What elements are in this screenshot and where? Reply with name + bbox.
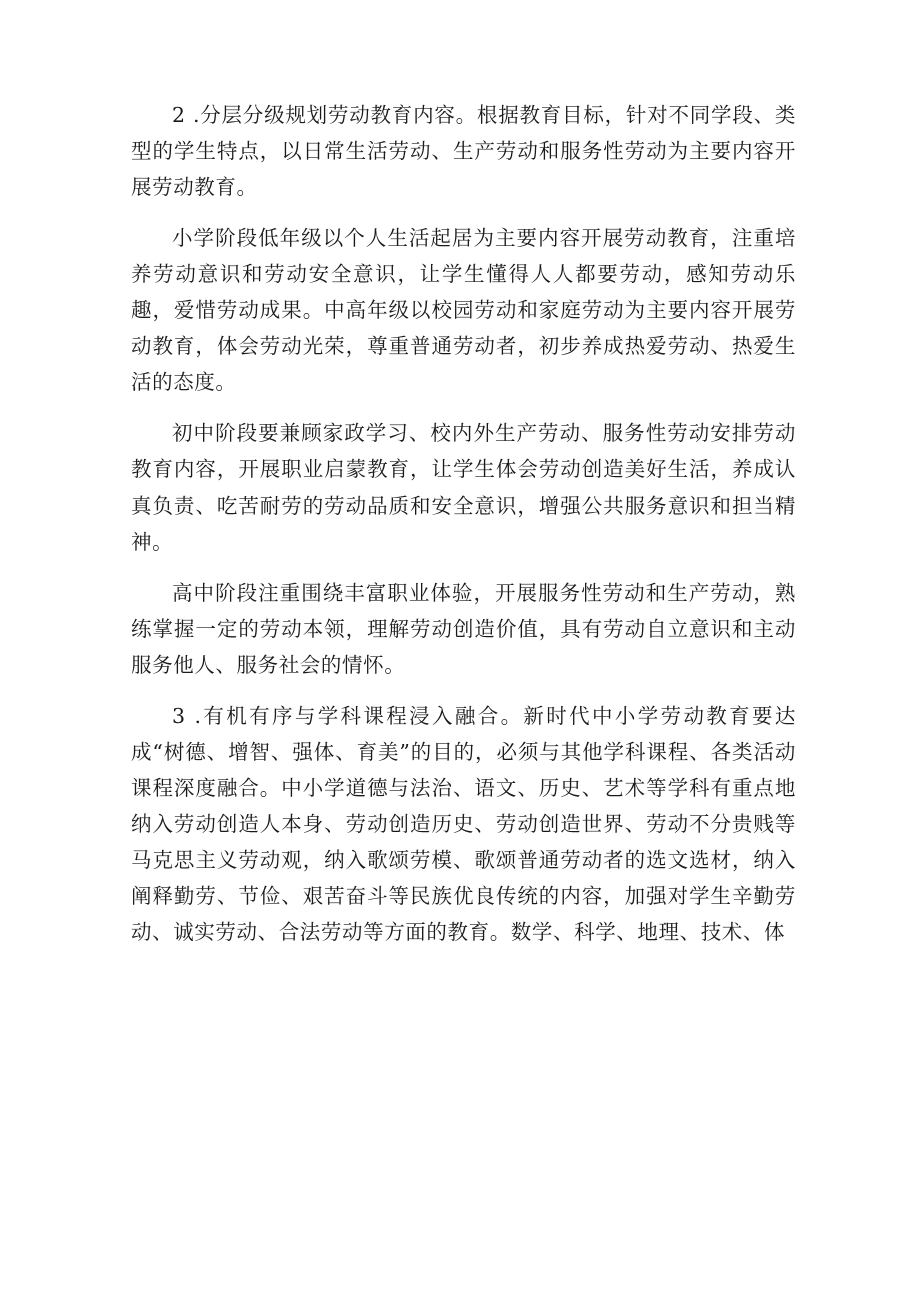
paragraph-section-2-heading: 2 .分层分级规划劳动教育内容。根据教育目标，针对不同学段、类型的学生特点，以日常生活劳动、生产劳动和服务性劳动为主要内容开展劳动教育。 [131,103,796,200]
paragraph-section-3-heading: 3 .有机有序与学科课程浸入融合。新时代中小学劳动教育要达成“树德、增智、强体、育美”的目的，必须与其他学科课程、各类活动课程深度融合。中小学道德与法治、语文、历史、艺术等学科有重点地纳入劳动创造人本身、劳动创造历史、劳动创造世界、劳动不分贵贱等马克思主义劳动观，纳入歌颂劳模、歌颂普通劳动者的选文选材，纳入阐释勤劳、节俭、艰苦奋斗等民族优良传统的内容，加强对学生辛勤劳动、诚实劳动、合法劳动等方面的教育。数学、科学、地理、技术、体 [131,703,796,945]
paragraph-junior-high: 初中阶段要兼顾家政学习、校内外生产劳动、服务性劳动安排劳动教育内容，开展职业启蒙教育，让学生体会劳动创造美好生活，养成认真负责、吃苦耐劳的劳动品质和安全意识，增强公共服务意识和担当精神。 [131,421,796,554]
paragraph-primary-school: 小学阶段低年级以个人生活起居为主要内容开展劳动教育，注重培养劳动意识和劳动安全意识，让学生懂得人人都要劳动，感知劳动乐趣，爱惜劳动成果。中高年级以校园劳动和家庭劳动为主要内容开展劳动教育，体会劳动光荣，尊重普通劳动者，初步养成热爱劳动、热爱生活的态度。 [131,226,796,395]
paragraph-senior-high: 高中阶段注重围绕丰富职业体验，开展服务性劳动和生产劳动，熟练掌握一定的劳动本领，理解劳动创造价值，具有劳动自立意识和主动服务他人、服务社会的情怀。 [131,580,796,677]
document-body [131,97,796,965]
